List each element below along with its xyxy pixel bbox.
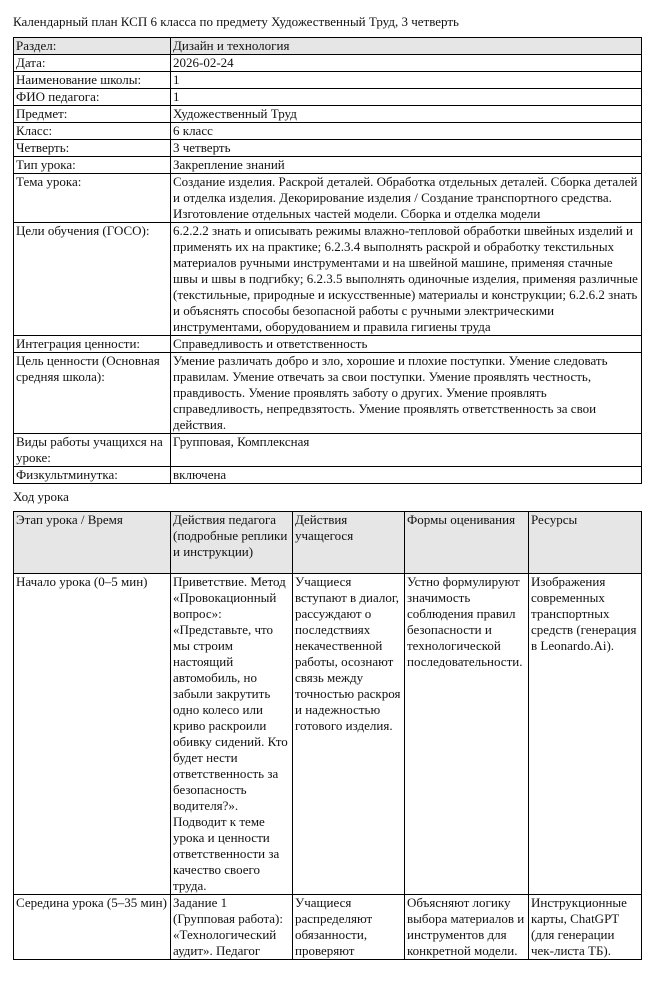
info-row-learning-goals — [14, 223, 642, 336]
stage-cell: Начало урока (0–5 мин) — [14, 574, 171, 895]
section-title: Ход урока — [13, 489, 69, 504]
page-bottom-edge — [0, 977, 651, 987]
info-label: Предмет: — [14, 106, 171, 123]
teacher-actions-cell: Задание 1 (Групповая работа): «Технологический аудит». Педагог — [171, 895, 293, 960]
column-header: Формы оценивания — [405, 512, 529, 574]
info-value: Художественный Труд — [171, 106, 642, 123]
info-value: 3 четверть — [171, 140, 642, 157]
resources-cell: Инструкционные карты, ChatGPT (для генерации чек-листа ТБ). — [529, 895, 642, 960]
lesson-header-row — [14, 512, 642, 574]
info-label: Четверть: — [14, 140, 171, 157]
info-row-teacher — [14, 89, 642, 106]
assessment-cell: Устно формулируют значимость соблюдения правил безопасности и технологической последовательности. — [405, 574, 529, 895]
info-value: Групповая, Комплексная — [171, 434, 642, 467]
document-title: Календарный план КСП 6 класса по предмету Художественный Труд, 3 четверть — [13, 14, 459, 29]
column-header: Действия педагога (подробные реплики и инструкции) — [171, 512, 293, 574]
table-row — [14, 895, 642, 960]
info-value: Умение различать добро и зло, хорошие и плохие поступки. Умение следовать правилам. Умение отвечать за свои поступки. Умение проявлять честность, правдивость. Умение проявлять заботу о других. Умение проявлять справедливость, непредвзятость. Умение проявлять ответственность за свои действия. — [171, 353, 642, 434]
table-row — [14, 574, 642, 895]
info-row-lesson-type — [14, 157, 642, 174]
info-row-physical-break — [14, 467, 642, 484]
lesson-flow-table — [13, 511, 642, 960]
info-label: Класс: — [14, 123, 171, 140]
column-header: Этап урока / Время — [14, 512, 171, 574]
info-label: Тема урока: — [14, 174, 171, 223]
column-header: Действия учащегося — [293, 512, 405, 574]
info-row-section — [14, 38, 642, 55]
info-label: Тип урока: — [14, 157, 171, 174]
info-row-subject — [14, 106, 642, 123]
info-row-work-types — [14, 434, 642, 467]
info-value: 1 — [171, 72, 642, 89]
info-value: 2026-02-24 — [171, 55, 642, 72]
info-value: 1 — [171, 89, 642, 106]
info-label: Цель ценности (Основная средняя школа): — [14, 353, 171, 434]
info-label: Дата: — [14, 55, 171, 72]
info-label: Раздел: — [14, 38, 171, 55]
info-row-value-goal — [14, 353, 642, 434]
stage-cell: Середина урока (5–35 мин) — [14, 895, 171, 960]
info-label: Интеграция ценности: — [14, 336, 171, 353]
info-row-date — [14, 55, 642, 72]
info-value: Закрепление знаний — [171, 157, 642, 174]
info-label: ФИО педагога: — [14, 89, 171, 106]
assessment-cell: Объясняют логику выбора материалов и инструментов для конкретной модели. — [405, 895, 529, 960]
info-value: включена — [171, 467, 642, 484]
info-label: Виды работы учащихся на уроке: — [14, 434, 171, 467]
info-label: Наименование школы: — [14, 72, 171, 89]
info-label: Физкультминутка: — [14, 467, 171, 484]
info-row-class — [14, 123, 642, 140]
info-value: Создание изделия. Раскрой деталей. Обработка отдельных деталей. Сборка деталей и отделка изделия. Декорирование изделия / Создание транспортного средства. Изготовление отдельных частей модели. Сборка и отделка модели — [171, 174, 642, 223]
info-label: Цели обучения (ГОСО): — [14, 223, 171, 336]
info-row-lesson-topic — [14, 174, 642, 223]
info-value: 6 класс — [171, 123, 642, 140]
student-actions-cell: Учащиеся распределяют обязанности, проверяют — [293, 895, 405, 960]
info-value: Справедливость и ответственность — [171, 336, 642, 353]
info-row-school — [14, 72, 642, 89]
info-value: 6.2.2.2 знать и описывать режимы влажно-тепловой обработки швейных изделий и применять их на практике; 6.2.3.4 выполнять раскрой и обработку текстильных материалов ручными инструментами и на швейной машине, применяя стачные швы и швы в подгибку; 6.2.3.5 выполнять одиночные изделия, применяя различные (текстильные, природные и искусственные) материалы и конструкции; 6.2.6.2 знать и объяснять способы безопасной работы с ручными электрическими инструментами, оборудованием и правила гигиены труда — [171, 223, 642, 336]
info-row-value-integration — [14, 336, 642, 353]
lesson-info-table — [13, 37, 642, 484]
student-actions-cell: Учащиеся вступают в диалог, рассуждают о последствиях некачественной работы, осознают связь между точностью раскроя и надежностью готового изделия. — [293, 574, 405, 895]
info-value: Дизайн и технология — [171, 38, 642, 55]
info-row-quarter — [14, 140, 642, 157]
resources-cell: Изображения современных транспортных средств (генерация в Leonardo.Ai). — [529, 574, 642, 895]
teacher-actions-cell: Приветствие. Метод «Провокационный вопрос»: «Представьте, что мы строим настоящий автомобиль, но забыли закрутить одно колесо или криво раскроили обивку сидений. Кто будет нести ответственность за безопасность водителя?». Подводит к теме урока и ценности ответственности за качество своего труда. — [171, 574, 293, 895]
column-header: Ресурсы — [529, 512, 642, 574]
